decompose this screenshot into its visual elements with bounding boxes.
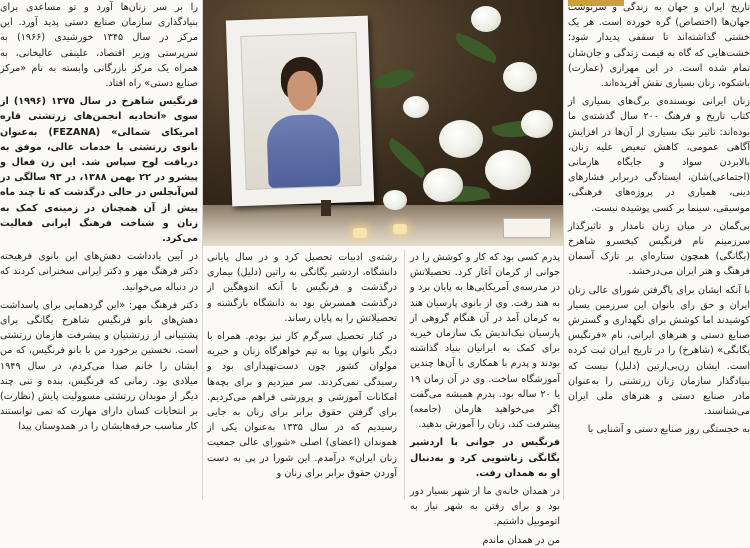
lily-flower xyxy=(521,110,553,138)
interview-question: فرنگیس در جوانی با اردشیر یگانگی زناشویی کرد و به‌دنبال او به همدان رفت. xyxy=(410,437,560,479)
lily-flower xyxy=(439,120,483,158)
column-rule xyxy=(202,0,203,500)
paragraph: من در همدان ماندم xyxy=(482,534,560,546)
portrait-body xyxy=(266,114,340,188)
portrait-photo xyxy=(240,32,361,190)
column-rule xyxy=(563,0,564,500)
article-column-center-left xyxy=(207,250,397,500)
article-column-right xyxy=(568,0,750,500)
paragraph: فرنگیس شاهرخ در سال ۱۳۷۵ (۱۹۹۶) از سوی «اتحادیه انجمن‌های زرتشتی قاره امریکای شمالی» (FEZANA) به‌عنوان بانوی زرتشتی با خدمات عالی، موفق به دریافت لوح سپاس شد. این زن فعال و پیشرو در ۲۲ بهمن ۱۳۸۸، در ۹۳ سالگی در لس‌آنجلس در حالی درگذشت که تا چند ماه پیش از آن همچنان در زمینه‌ی کمک به زنان و شناخت فرهنگ ایرانی فعالیت می‌کرد. xyxy=(0,96,199,245)
name-card xyxy=(503,218,551,238)
column-rule xyxy=(404,250,405,500)
paragraph: رشته‌ی ادبیات تحصیل کرد و در سال پایانی دانشگاه، اردشیر یگانگی به راتین (دلیل) بیماری درگذشت و فرنگیس با آنکه اندوهگین از درگذشت همسرش بود به دانشگاه بازگشته و تحصیلاتش را به پایان رساند. xyxy=(207,252,397,324)
lily-flower xyxy=(423,168,463,202)
paragraph: تاریخ ایران و جهان به زندگی و سرنوشت جهان‌ها (اختصاص) گره خورده است. هر یک خشتی گذاشته‌اند تا سقفی پدیدار شود؛ خشت‌هایی که گاه به قیمت زندگی و جان‌شان تمام شده است. در این مهرازی (عمارت) باشکوه، زنان بسیاری نقش آفریده‌اند. xyxy=(568,2,750,90)
paragraph: زنان ایرانی نویسنده‌ی برگ‌های بسیاری از کتاب تاریخ و فرهنگ ۲۰۰ سال گذشته‌ی ما بوده‌اند: تاثیر نیک بسیاری از آن‌ها در افزایش آگاهی عمومی، کاهش تبعیض علیه زنان، بالابردن سواد و جایگاه هازمانی (اجتماعی)شان، ایستادگی دربرابر فشارهای دینی، همیاری در پروژه‌های فرهنگی، موسیقی، سینما بر کسی پوشیده نیست. xyxy=(568,96,750,214)
candle xyxy=(393,224,407,234)
portrait-face xyxy=(287,70,318,111)
frame-stand xyxy=(321,200,331,216)
article-column-left xyxy=(0,0,198,500)
article-column-center-right xyxy=(410,250,560,546)
lily-flower xyxy=(503,62,537,92)
candle xyxy=(353,228,367,238)
paragraph: در آیین یادداشت دهش‌های این بانوی فرهیخته دکتر فرهنگ مهر و دکتر ایرانی سخنرانی کردند که در دنباله می‌خوانید. xyxy=(0,251,198,293)
paragraph: با آنکه ایشان برای یاگرفتن شورای عالی زنان ایران و حق رای بانوان این سرزمین بسیار کوشیدند اما کوشش برای نگهداری و گسترش صنایع دستی و هنرهای ایرانی، نام «فرنگیس یگانگی» (شاهرخ) را در تاریخ ایران ثبت کرده است. ایشان زن‌بی‌ارتین (دلیل) نیست که بنیادگذار سازمان زنان زرتشتی را به‌عنوان مادر صنایع دستی و هنرهای ملی ایران می‌شناسند. xyxy=(568,284,750,418)
lily-flower xyxy=(383,190,407,210)
portrait-frame xyxy=(226,16,374,207)
paragraph: در همدان خانه‌ی ما از شهر بسیار دور بود و برای رفتن به شهر نیاز به اتوموبیل داشتیم. xyxy=(410,486,560,528)
paragraph: را بر سر زنان‌ها آورد و تو مساعدی برای بنیادگذاری سازمان صنایع دستی پدید آورد. این مرکز در سال ۱۳۴۵ خورشیدی (۱۹۶۶) به سرپرستی وزیر اقتصاد، علینقی عالیخانی، به همراه یک مرکز بازرگانی وابسته به نام «مرکز صنایع دستی» راه افتاد. xyxy=(0,2,199,90)
lily-flower xyxy=(471,6,501,32)
paragraph: دکتر فرهنگ مهر: «این گردهمایی برای پاسداشت دهش‌های بانو فرنگیس شاهرخ یگانگی برای پشتیبانی از زرتشتیان و پیشرفت هازمان زرتشتی است. نخستین برخورد من با بانو فرنگیس، که من ایشان را خانم صدا می‌کردم، در سال ۱۹۴۹ میلادی بود. زمانی که فرنگیس، بنده و تنی چند دیگر از موبدان زرتشتی مسوولیت پایش (نظارت) بر انتخابات کسان دارای مهارت که تمی توانستند کار مناسب حرفه‌هایشان را در همدوستان پیدا xyxy=(0,299,198,433)
memorial-photo xyxy=(203,0,563,246)
paragraph: پدرم کسی بود که کار و کوشش را در جوانی از کرمان آغاز کرد. تحصیلاتش در مدرسه‌ی آمریکایی‌ها به پایان برد و به هند رفت. وی از بانوی پارسیان هند به کرمان آمد در آن هنگام گروهی از پارسیان نیک‌اندیش یک سازمان خیریه برای کمک به ایرانیان بنیاد گذاشته بودند و پدرم با همکاری با آن‌ها چندین آموزشگاه ساخت. وی در آن زمان ۱۹ یا ۲۰ ساله بود. پدرم همیشه می‌گفت اگر می‌خواهید هازمان (جامعه) پیشرفت کند، زنان را آموزش بدهید. xyxy=(410,252,560,431)
paragraph: بی‌گمان در میان زنان نامدار و تاثیرگذار سرزمینم نام فرنگیس کیخسرو شاهرخ (یگانگی) همچون ستاره‌ای بر تارک آسمان فرهنگ و هنر ایران می‌درخشد. xyxy=(568,220,750,278)
paragraph: در کنار تحصیل سرگرم کار نیز بودم. همراه با دیگر بانوان پویا به تیم خواهرگاه زنان و خیریه مولوان کشور چون دست‌تهیدارای بود و رسیدگی نمی‌کردند. سر میزدیم و برای بچه‌ها امکانات آموزشی و پرورشی فراهم می‌کردیم. برای گرفتن حقوق برابر برای زنان به جایی رسیدیم که در سال ۱۳۳۵ به‌عنوان یکی از هموندان (اعضای) اصلی «شورای عالی جمعیت زنان ایران» درآمدم. این شورا در پی به دست آوردن حقوق برابر برای زنان و xyxy=(207,331,397,479)
lily-flower xyxy=(485,150,531,190)
paragraph: به خجستگی روز صنایع دستی و آشنایی با xyxy=(587,424,750,436)
lily-flower xyxy=(403,96,429,118)
